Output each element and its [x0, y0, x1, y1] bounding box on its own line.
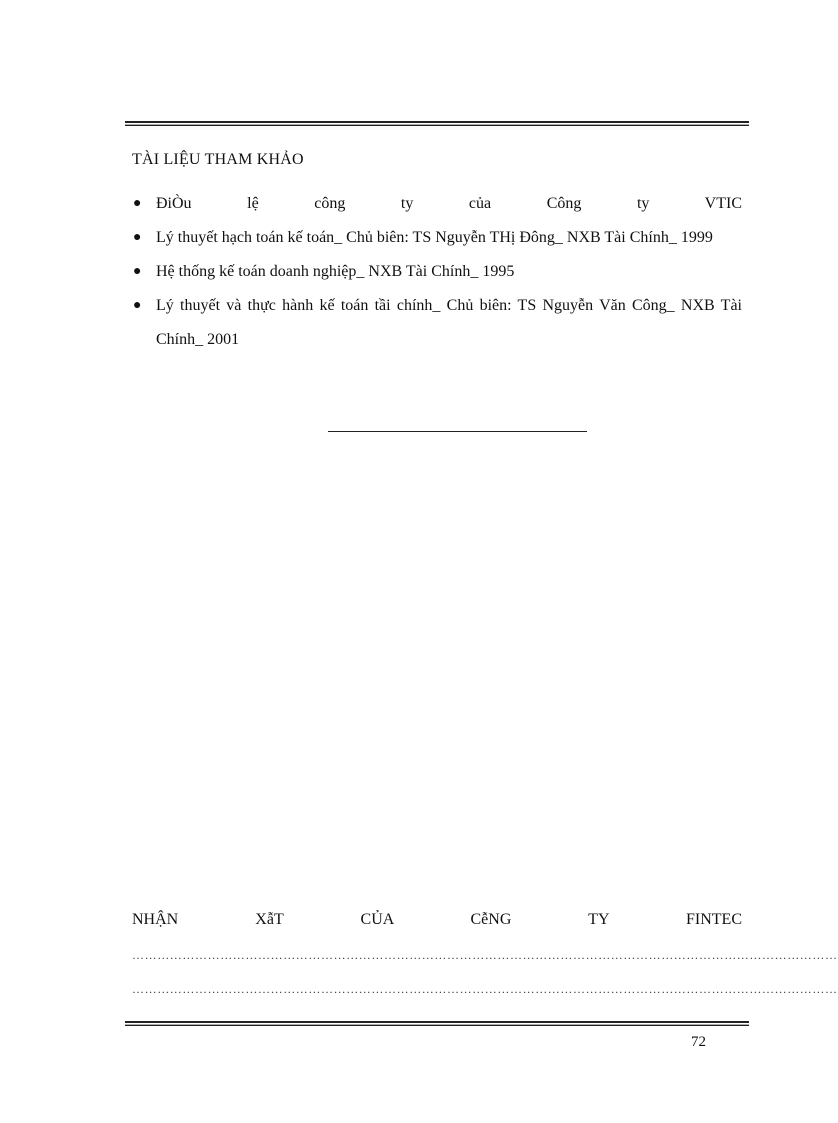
bullet-icon: ●	[133, 196, 142, 211]
reference-text: Hệ thống kế toán doanh nghiệp_ NXB Tài Chính_ 1995	[156, 263, 515, 280]
reference-list	[132, 187, 742, 357]
header-double-rule	[125, 121, 749, 126]
reference-text: ĐiÒu lệ công ty của Công ty VTIC	[156, 195, 742, 212]
comment-dot-line: ……………………………………………………………………………………………………………………………………………………	[132, 948, 838, 962]
reference-text: Lý thuyết hạch toán kế toán_ Chủ biên: TS Nguyễn THị Đông_ NXB Tài Chính_ 1999	[156, 229, 713, 246]
reference-item	[132, 255, 742, 289]
reference-item	[132, 289, 742, 357]
footer-double-rule	[125, 1021, 749, 1026]
section-end-divider	[328, 431, 587, 432]
page-number: 72	[691, 1034, 706, 1050]
reference-text: Lý thuyết và thực hành kế toán tầi chính_ Chủ biên: TS Nguyễn Văn Công_ NXB Tài Chính_ 2001	[156, 297, 742, 348]
company-comment-title: NHẬN XẫT CỦA CễNG TY FINTEC	[132, 911, 742, 928]
bullet-icon: ●	[133, 298, 142, 313]
comment-dot-line: ……………………………………………………………………………………………………………………………………………………	[132, 982, 838, 996]
bullet-icon: ●	[133, 264, 142, 279]
reference-item	[132, 221, 742, 255]
references-heading: TÀI LIỆU THAM KHẢO	[132, 151, 304, 168]
reference-item	[132, 187, 742, 221]
bullet-icon: ●	[133, 230, 142, 245]
